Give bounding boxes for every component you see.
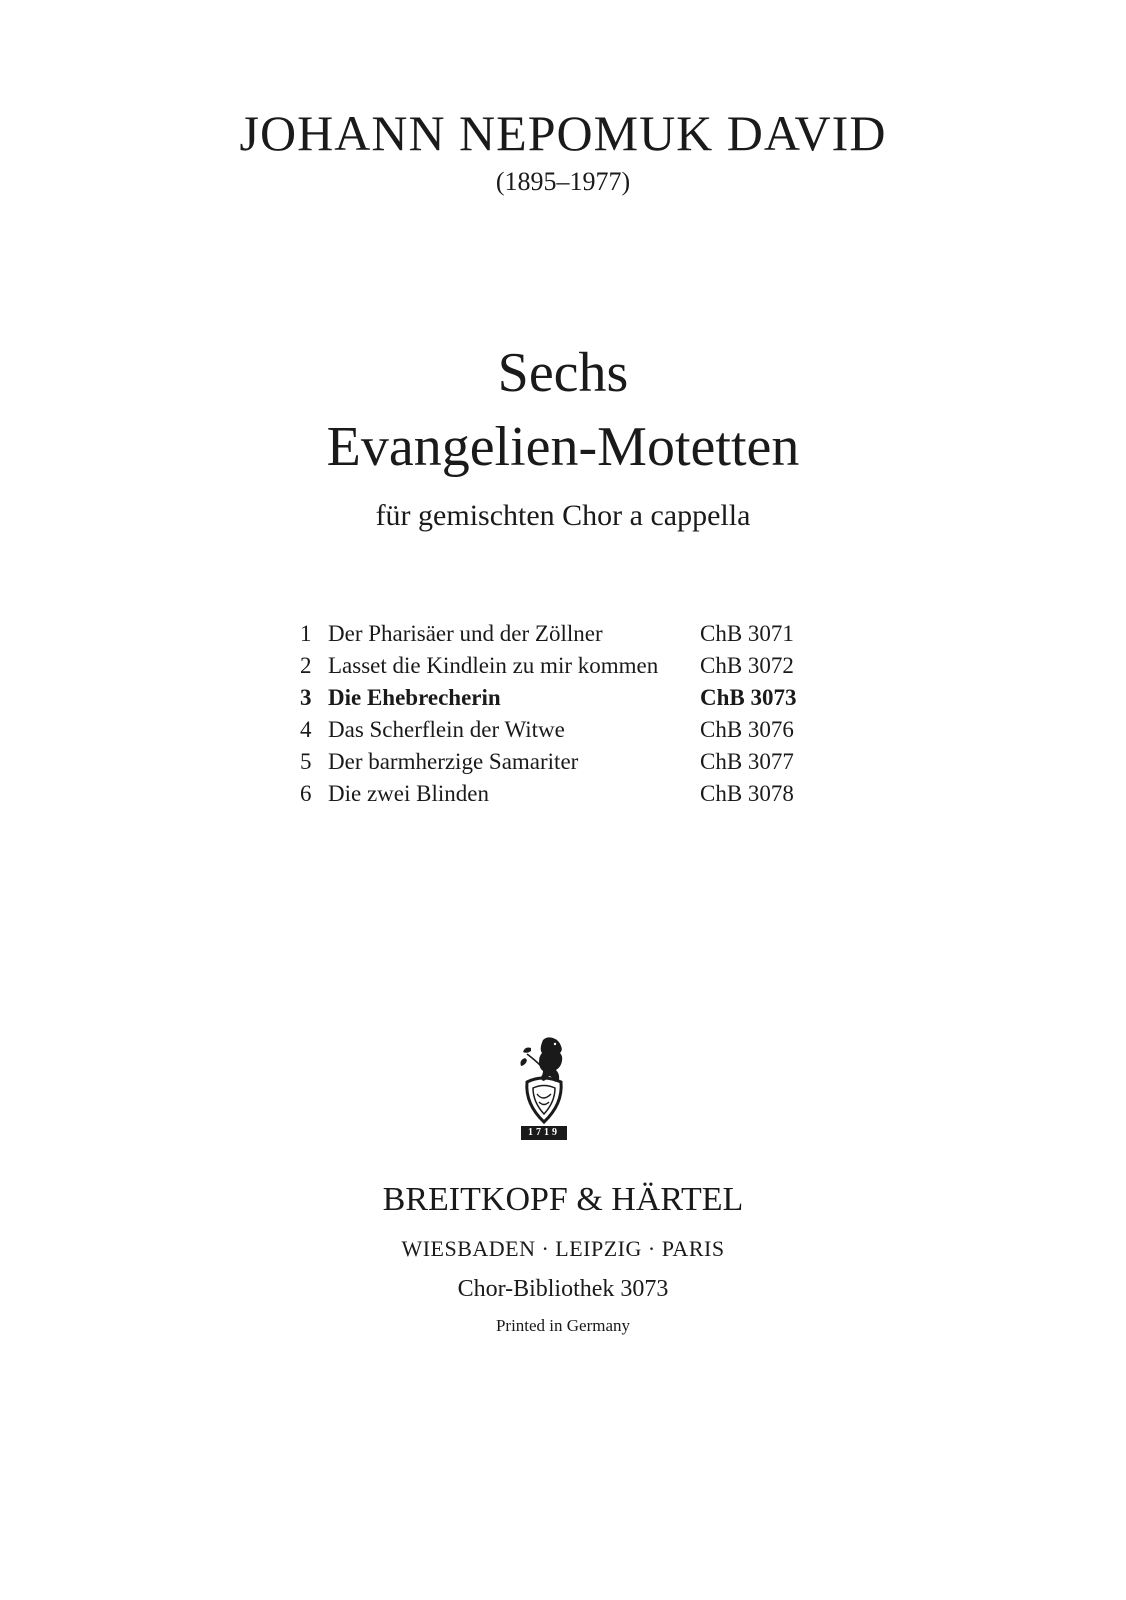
work-title: Das Scherflein der Witwe: [328, 717, 565, 742]
composer-dates: (1895–1977): [495, 167, 631, 196]
work-title: Der barmherzige Samariter: [328, 749, 579, 774]
work-number: 5: [300, 749, 312, 774]
work-title: Die Ehebrecherin: [328, 685, 501, 710]
work-row: [300, 714, 820, 746]
publisher-emblem-icon: [513, 1034, 575, 1144]
work-code: ChB 3073: [700, 685, 797, 710]
work-code: ChB 3071: [700, 621, 794, 646]
work-row: [300, 778, 820, 810]
emblem-year: 1719: [528, 1127, 560, 1138]
work-number: 4: [300, 717, 312, 742]
work-code: ChB 3072: [700, 653, 794, 678]
work-title: Der Pharisäer und der Zöllner: [328, 621, 603, 646]
work-row: [300, 618, 820, 650]
works-list: [300, 618, 820, 810]
work-title: Die zwei Blinden: [328, 781, 489, 806]
title-line-2: Evangelien-Motetten: [326, 416, 800, 478]
work-code: ChB 3076: [700, 717, 794, 742]
publisher-name: BREITKOPF & HÄRTEL: [382, 1181, 744, 1218]
work-number: 2: [300, 653, 312, 678]
work-code: ChB 3078: [700, 781, 794, 806]
work-row: [300, 682, 820, 714]
title-line-1: Sechs: [497, 342, 629, 404]
work-number: 1: [300, 621, 312, 646]
subtitle: für gemischten Chor a cappella: [375, 499, 751, 532]
composer-name: JOHANN NEPOMUK DAVID: [239, 105, 887, 161]
edition-number: Chor-Bibliothek 3073: [457, 1276, 669, 1302]
work-title: Lasset die Kindlein zu mir kommen: [328, 653, 659, 678]
printed-note: Printed in Germany: [495, 1316, 631, 1335]
work-number: 6: [300, 781, 312, 806]
publisher-cities: WIESBADEN · LEIPZIG · PARIS: [401, 1236, 725, 1261]
work-number: 3: [300, 685, 312, 710]
work-row: [300, 746, 820, 778]
work-row: [300, 650, 820, 682]
work-code: ChB 3077: [700, 749, 794, 774]
